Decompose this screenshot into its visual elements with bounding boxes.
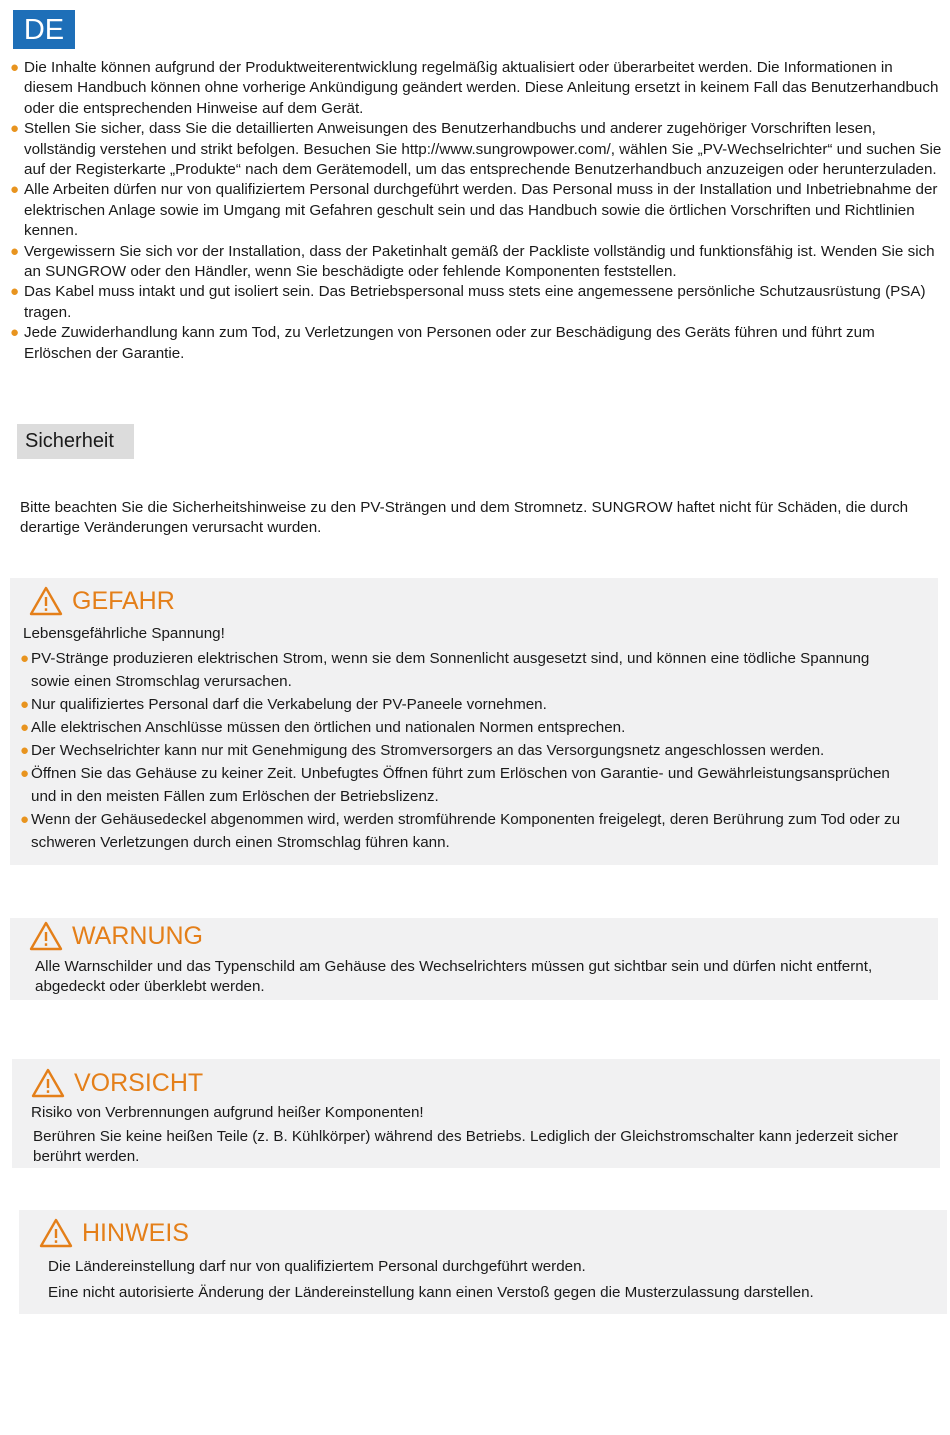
notice-box bbox=[19, 1210, 947, 1314]
warning-text: Alle Warnschilder und das Typenschild am Gehäuse des Wechselrichters müssen gut sichtbar sein und dürfen nicht entfernt, abgedeckt oder überklebt werden. bbox=[35, 958, 873, 996]
list-item bbox=[10, 242, 945, 283]
warning-box bbox=[10, 918, 938, 1000]
safety-intro: Bitte beachten Sie die Sicherheitshinweise zu den PV-Strängen und dem Stromnetz. SUNGROW haftet nicht für Schäden, die durch derartige Veränderungen verursacht wurden. bbox=[20, 499, 909, 537]
danger-box bbox=[10, 578, 938, 865]
bullet-icon: ● bbox=[10, 242, 20, 260]
list-item bbox=[10, 282, 945, 323]
danger-item-text: Öffnen Sie das Gehäuse zu keiner Zeit. Unbefugtes Öffnen führt zum Erlöschen von Garantie- und Gewährleistungsansprüchen und in den meisten Fällen zum Erlöschen der Betriebslizenz. bbox=[31, 765, 890, 805]
danger-subtitle: Lebensgefährliche Spannung! bbox=[23, 625, 225, 642]
list-item bbox=[10, 323, 945, 364]
warning-title: WARNUNG bbox=[72, 922, 204, 950]
bullet-icon: ● bbox=[20, 650, 30, 667]
note-text: Stellen Sie sicher, dass Sie die detaillierten Anweisungen des Benutzerhandbuchs und anderer zugehöriger Vorschriften lesen, vollständig verstehen und strikt befolgen. Besuchen Sie http://www.sungrowpower.com/, wählen Sie „PV-Wechselrichter“ und suchen Sie auf der Registerkarte „Produkte“ nach dem Gerätemodell, um das entsprechende Benutzerhandbuch anzuzeigen oder herunterzuladen. bbox=[24, 120, 942, 179]
note-text: Das Kabel muss intakt und gut isoliert sein. Das Betriebspersonal muss stets eine angemessene persönliche Schutzausrüstung (PSA) tragen. bbox=[24, 283, 926, 321]
warning-triangle-icon bbox=[31, 1068, 65, 1098]
bullet-icon: ● bbox=[10, 120, 20, 138]
warning-triangle-icon bbox=[29, 586, 63, 616]
list-item bbox=[21, 762, 911, 808]
note-text: Die Inhalte können aufgrund der Produktweiterentwicklung regelmäßig aktualisiert oder überarbeitet werden. Die Informationen in diesem Handbuch können ohne vorherige Ankündigung geändert werden. Diese Anleitung ersetzt in keinem Fall das Benutzerhandbuch oder die entsprechenden Hinweise auf dem Gerät. bbox=[24, 59, 939, 117]
general-notes-list bbox=[10, 58, 945, 364]
danger-list bbox=[21, 647, 911, 854]
list-item bbox=[21, 647, 911, 693]
list-item bbox=[10, 180, 945, 241]
danger-item-text: Alle elektrischen Anschlüsse müssen den örtlichen und nationalen Normen entsprechen. bbox=[31, 719, 626, 736]
danger-item-text: Nur qualifiziertes Personal darf die Verkabelung der PV-Paneele vornehmen. bbox=[31, 696, 547, 713]
caution-title: VORSICHT bbox=[74, 1069, 204, 1097]
list-item bbox=[21, 716, 911, 739]
section-heading: Sicherheit bbox=[17, 424, 134, 459]
danger-item-text: Der Wechselrichter kann nur mit Genehmigung des Stromversorgers an das Versorgungsnetz angeschlossen werden. bbox=[31, 742, 825, 759]
caution-box bbox=[12, 1059, 940, 1168]
notice-line-1: Die Ländereinstellung darf nur von qualifiziertem Personal durchgeführt werden. bbox=[48, 1258, 586, 1275]
list-item bbox=[21, 808, 911, 854]
notice-line-2: Eine nicht autorisierte Änderung der Ländereinstellung kann einen Verstoß gegen die Musterzulassung darstellen. bbox=[48, 1284, 814, 1301]
list-item bbox=[10, 58, 945, 119]
caution-text: Berühren Sie keine heißen Teile (z. B. Kühlkörper) während des Betriebs. Lediglich der Gleichstromschalter kann jederzeit sicher berührt werden. bbox=[33, 1128, 898, 1166]
bullet-icon: ● bbox=[10, 59, 20, 76]
note-text: Jede Zuwiderhandlung kann zum Tod, zu Verletzungen von Personen oder zur Beschädigung des Geräts führen und führt zum Erlöschen der Garantie. bbox=[24, 324, 875, 362]
danger-title: GEFAHR bbox=[72, 587, 175, 615]
note-text: Vergewissern Sie sich vor der Installation, dass der Paketinhalt gemäß der Packliste vollständig und funktionsfähig ist. Wenden Sie sich an SUNGROW oder den Händler, wenn Sie beschädigte oder fehlende Komponenten feststellen. bbox=[24, 242, 935, 281]
danger-item-text: Wenn der Gehäusedeckel abgenommen wird, werden stromführende Komponenten freigelegt, deren Berührung zum Tod oder zu schweren Verletzungen durch einen Stromschlag führen kann. bbox=[31, 811, 901, 851]
warning-triangle-icon bbox=[29, 921, 63, 951]
list-item bbox=[21, 693, 911, 716]
bullet-icon: ● bbox=[20, 719, 30, 736]
bullet-icon: ● bbox=[10, 283, 20, 301]
note-text: Alle Arbeiten dürfen nur von qualifiziertem Personal durchgeführt werden. Das Personal muss in der Installation und Inbetriebnahme der elektrischen Anlage sowie im Umgang mit Gefahren geschult sein und das Handbuch sowie die örtlichen Vorschriften und Richtlinien kennen. bbox=[24, 181, 938, 240]
danger-item-text: PV-Stränge produzieren elektrischen Strom, wenn sie dem Sonnenlicht ausgesetzt sind, und können eine tödliche Spannung sowie einen Stromschlag verursachen. bbox=[31, 650, 870, 690]
list-item bbox=[10, 119, 945, 180]
bullet-icon: ● bbox=[20, 811, 30, 828]
language-badge: DE bbox=[13, 10, 75, 49]
bullet-icon: ● bbox=[20, 742, 30, 759]
bullet-icon: ● bbox=[10, 324, 20, 342]
list-item bbox=[21, 739, 911, 762]
caution-subtitle: Risiko von Verbrennungen aufgrund heißer Komponenten! bbox=[31, 1104, 424, 1121]
bullet-icon: ● bbox=[20, 696, 30, 713]
bullet-icon: ● bbox=[10, 181, 20, 199]
warning-triangle-icon bbox=[39, 1218, 73, 1248]
notice-title: HINWEIS bbox=[82, 1219, 189, 1247]
bullet-icon: ● bbox=[20, 765, 30, 782]
